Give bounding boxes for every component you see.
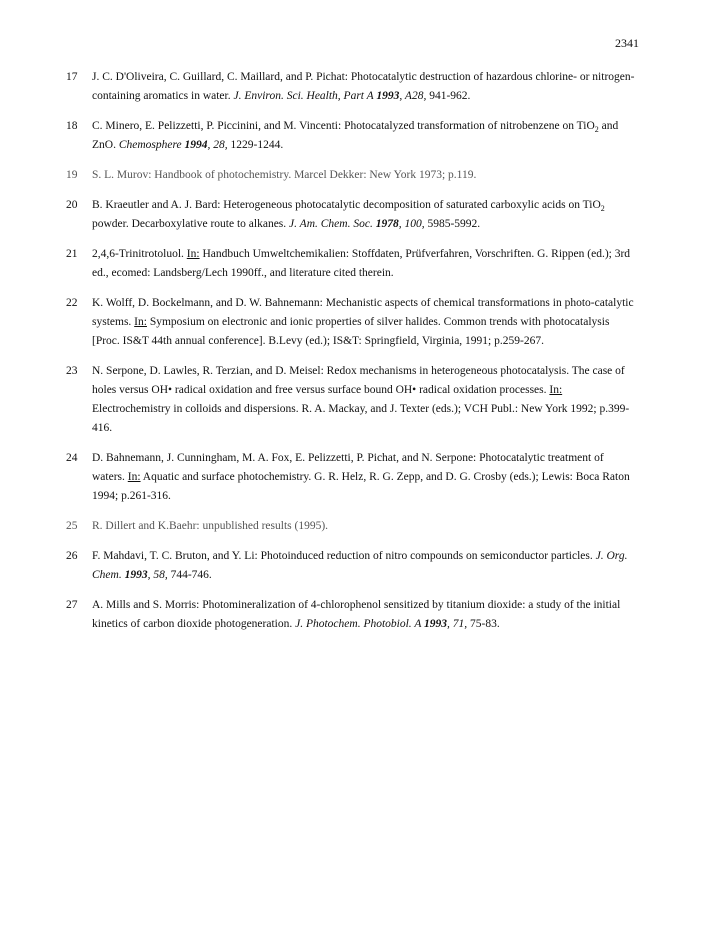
reference-20 [66,196,636,234]
reference-text: N. Serpone, D. Lawles, R. Terzian, and D. Meisel: Redox mechanisms in heterogeneous photocatalysis. The case of holes versus OH• radical oxidation and free versus surface bound OH• radical oxidation processes. In: Electrochemistry in colloids and dispersions. R. A. Mackay, and J. Texter (eds.); VCH Publ.: New York 1992; p.399-416. [92,365,630,434]
reference-text: 2,4,6-Trinitrotoluol. In: Handbuch Umweltchemikalien: Stoffdaten, Prüfverfahren, Vorschriften. G. Rippen (ed.); 3rd ed., ecomed: Landsberg/Lech 1990ff., and literature cited therein. [92,248,631,279]
reference-text: B. Kraeutler and A. J. Bard: Heterogeneous photocatalytic decomposition of saturated carboxylic acids on TiO$_2$ powder. Decarboxylative route to alkanes. J. Am. Chem. Soc. 1978, 100, 5985-5992. [92,199,605,230]
reference-text: S. L. Murov: Handbook of photochemistry. Marcel Dekker: New York 1973; p.119. [92,169,477,181]
reference-text: J. C. D'Oliveira, C. Guillard, C. Maillard, and P. Pichat: Photocatalytic destruction of hazardous chlorine- or nitrogen-containing aromatics in water. J. Environ. Sci. Health, Part A 1993, A28, 941-962. [92,71,635,102]
reference-number: 24 [66,452,78,464]
reference-number: 23 [66,365,78,377]
reference-text: F. Mahdavi, T. C. Bruton, and Y. Li: Photoinduced reduction of nitro compounds on semiconductor particles. J. Org. Chem. 1993, 58, 744-746. [92,550,628,581]
reference-text: C. Minero, E. Pelizzetti, P. Piccinini, and M. Vincenti: Photocatalyzed transformation of nitrobenzene on TiO$_2$ and ZnO. Chemosphere 1994, 28, 1229-1244. [92,120,619,151]
reference-number: 26 [66,550,78,562]
reference-number: 18 [66,120,78,132]
reference-18 [66,117,636,155]
reference-17 [66,68,636,106]
reference-19 [66,166,636,185]
reference-number: 19 [66,169,78,181]
reference-number: 27 [66,599,78,611]
reference-24 [66,449,636,506]
reference-22 [66,294,636,351]
reference-text: A. Mills and S. Morris: Photomineralization of 4-chlorophenol sensitized by titanium dioxide: a study of the initial kinetics of carbon dioxide photogeneration. J. Photochem. Photobiol. A 1993, 71, 75-83. [92,599,621,630]
reference-text: D. Bahnemann, J. Cunningham, M. A. Fox, E. Pelizzetti, P. Pichat, and N. Serpone: Photocatalytic treatment of waters. In: Aquatic and surface photochemistry. G. R. Helz, R. G. Zepp, and D. G. Crosby (eds.); Lewis: Boca Raton 1994; p.261-316. [92,452,630,502]
reference-number: 17 [66,71,78,83]
reference-number: 25 [66,520,78,532]
reference-26 [66,547,636,585]
reference-21 [66,245,636,283]
reference-27 [66,596,636,634]
page-number: 2341 [615,36,639,50]
reference-number: 21 [66,248,78,260]
reference-text: K. Wolff, D. Bockelmann, and D. W. Bahnemann: Mechanistic aspects of chemical transformations in photo-catalytic systems. In: Symposium on electronic and ionic properties of silver halides. Common trends with photocatalysis [Proc. IS&T 44th annual conference]. B.Levy (ed.); IS&T: Springfield, Virginia, 1991; p.259-267. [92,297,634,347]
reference-23 [66,362,636,438]
reference-number: 22 [66,297,78,309]
reference-text: R. Dillert and K.Baehr: unpublished results (1995). [92,520,329,532]
reference-list [66,68,636,634]
reference-25 [66,517,636,536]
reference-number: 20 [66,199,78,211]
